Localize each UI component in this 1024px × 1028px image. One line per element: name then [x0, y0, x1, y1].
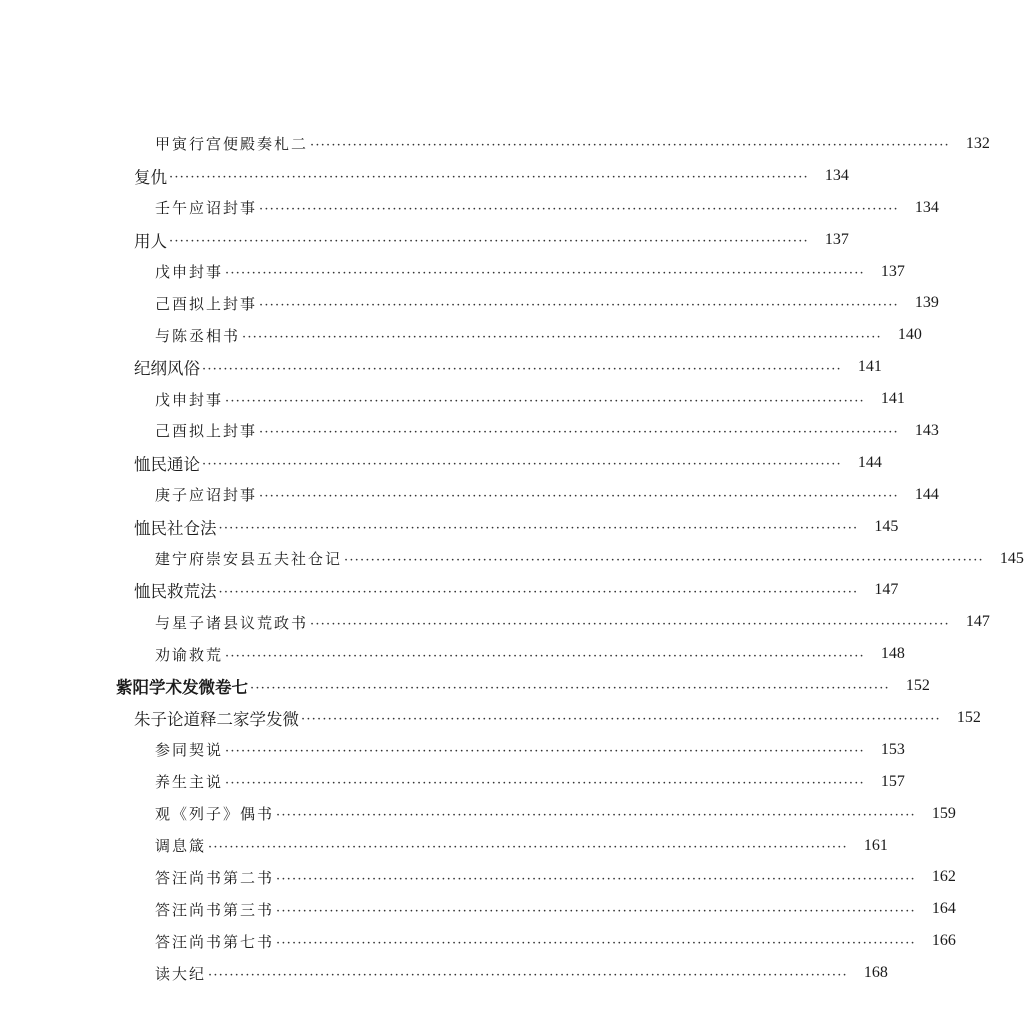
- toc-entry-title: 己酉拟上封事: [155, 422, 258, 441]
- toc-entry[interactable]: [0, 606, 990, 638]
- dot-leader: ························································································································: [301, 712, 941, 728]
- toc-entry-title: 劝谕救荒: [155, 645, 224, 664]
- toc-entry-page-number: 164: [931, 900, 956, 918]
- toc-entry[interactable]: [0, 766, 905, 798]
- toc-entry[interactable]: [0, 511, 899, 543]
- toc-entry-page-number: 134: [914, 198, 939, 216]
- dot-leader: ························································································································: [225, 776, 865, 792]
- toc-entry-page-number: 166: [931, 932, 956, 950]
- toc-entry[interactable]: [0, 287, 939, 319]
- toc-entry[interactable]: [0, 957, 888, 989]
- toc-entry-title: 甲寅行宫便殿奏札二: [155, 135, 309, 154]
- dot-leader: ························································································································: [202, 361, 842, 377]
- toc-entry[interactable]: [0, 830, 888, 862]
- dot-leader: ························································································································: [169, 234, 809, 250]
- toc-entry-page-number: 137: [880, 262, 905, 280]
- dot-leader: ························································································································: [169, 170, 809, 186]
- toc-entry[interactable]: [0, 192, 939, 224]
- dot-leader: ························································································································: [218, 584, 859, 600]
- toc-entry[interactable]: [0, 479, 939, 511]
- toc-entry[interactable]: [0, 893, 956, 925]
- toc-entry-title: 用人: [134, 231, 167, 251]
- dot-leader: ························································································································: [259, 425, 899, 441]
- dot-leader: ························································································································: [259, 202, 899, 218]
- toc-entry-title: 答汪尚书第三书: [155, 900, 275, 919]
- toc-entry-page-number: 144: [857, 453, 882, 471]
- toc-entry-title: 答汪尚书第七书: [155, 932, 275, 951]
- toc-entry[interactable]: [0, 925, 956, 957]
- toc-entry-title: 壬午应诏封事: [155, 199, 258, 218]
- toc-entry[interactable]: [0, 415, 939, 447]
- toc-entry-page-number: 147: [965, 613, 990, 631]
- toc-entry[interactable]: [0, 574, 899, 606]
- toc-entry[interactable]: [0, 734, 905, 766]
- toc-entry-title: 恤民社仓法: [134, 518, 217, 538]
- toc-entry-page-number: 141: [880, 390, 905, 408]
- dot-leader: ························································································································: [202, 457, 842, 473]
- toc-entry-page-number: 143: [914, 421, 939, 439]
- toc-entry-title: 调息箴: [155, 837, 207, 856]
- toc-entry[interactable]: [0, 128, 990, 160]
- toc-entry-title: 庚子应诏封事: [155, 486, 258, 505]
- toc-entry-page-number: 139: [914, 294, 939, 312]
- toc-entry-title: 与星子诸县议荒政书: [155, 613, 309, 632]
- table-of-contents: [0, 128, 1024, 989]
- toc-entry-page-number: 145: [999, 549, 1024, 567]
- toc-entry-page-number: 144: [914, 485, 939, 503]
- toc-entry-page-number: 153: [880, 740, 905, 758]
- toc-entry-page-number: 141: [857, 358, 882, 376]
- toc-entry-title: 与陈丞相书: [155, 326, 241, 345]
- toc-entry[interactable]: [0, 160, 849, 192]
- toc-entry[interactable]: [0, 702, 981, 734]
- dot-leader: ························································································································: [259, 297, 899, 313]
- dot-leader: ························································································································: [225, 393, 865, 409]
- toc-entry-page-number: 161: [863, 836, 888, 854]
- toc-entry[interactable]: [0, 861, 956, 893]
- dot-leader: ························································································································: [310, 616, 950, 632]
- toc-entry-title: 恤民通论: [134, 454, 200, 474]
- toc-entry-title: 紫阳学术发微卷七: [116, 678, 248, 698]
- dot-leader: ························································································································: [250, 680, 890, 696]
- toc-entry-page-number: 147: [874, 581, 899, 599]
- toc-entry-page-number: 132: [965, 134, 990, 152]
- toc-entry-title: 纪纲风俗: [134, 359, 200, 379]
- toc-entry-title: 参同契说: [155, 741, 224, 760]
- toc-entry-title: 观《列子》偶书: [155, 805, 275, 824]
- toc-entry-page-number: 152: [905, 677, 930, 695]
- dot-leader: ························································································································: [310, 138, 950, 154]
- toc-entry[interactable]: [0, 224, 849, 256]
- toc-entry-title: 养生主说: [155, 773, 224, 792]
- toc-entry[interactable]: [0, 670, 930, 702]
- toc-entry[interactable]: [0, 383, 905, 415]
- dot-leader: ························································································································: [276, 935, 916, 951]
- toc-entry-page-number: 157: [880, 772, 905, 790]
- dot-leader: ························································································································: [218, 521, 859, 537]
- toc-entry-page-number: 162: [931, 868, 956, 886]
- toc-entry-page-number: 134: [824, 166, 849, 184]
- toc-entry-page-number: 148: [880, 645, 905, 663]
- toc-entry-title: 朱子论道释二家学发微: [134, 709, 299, 729]
- toc-entry[interactable]: [0, 638, 905, 670]
- dot-leader: ························································································································: [276, 871, 916, 887]
- toc-entry-page-number: 152: [956, 708, 981, 726]
- dot-leader: ························································································································: [276, 808, 916, 824]
- toc-entry[interactable]: [0, 798, 956, 830]
- toc-entry-page-number: 159: [931, 804, 956, 822]
- dot-leader: ························································································································: [259, 489, 899, 505]
- toc-entry-page-number: 137: [824, 230, 849, 248]
- dot-leader: ························································································································: [208, 840, 848, 856]
- dot-leader: ························································································································: [225, 266, 865, 281]
- toc-entry-title: 己酉拟上封事: [155, 294, 258, 313]
- toc-entry[interactable]: [0, 319, 922, 351]
- toc-entry[interactable]: [0, 256, 905, 288]
- toc-entry-title: 复仇: [134, 167, 167, 187]
- toc-entry[interactable]: [0, 543, 1024, 575]
- toc-entry-title: 恤民救荒法: [134, 582, 217, 602]
- toc-entry[interactable]: [0, 447, 882, 479]
- dot-leader: ························································································································: [225, 744, 865, 760]
- toc-entry-page-number: 140: [897, 326, 922, 344]
- toc-entry-title: 答汪尚书第二书: [155, 868, 275, 887]
- toc-entry-page-number: 145: [874, 517, 899, 535]
- toc-entry-title: 戊申封事: [155, 263, 224, 281]
- dot-leader: ························································································································: [276, 903, 916, 919]
- dot-leader: ························································································································: [208, 967, 848, 983]
- dot-leader: ························································································································: [225, 648, 865, 664]
- toc-entry-title: 读大纪: [155, 964, 207, 983]
- dot-leader: ························································································································: [242, 329, 882, 345]
- toc-entry[interactable]: [0, 351, 882, 383]
- toc-entry-title: 建宁府崇安县五夫社仓记: [155, 550, 343, 569]
- dot-leader: ························································································································: [344, 553, 984, 569]
- toc-entry-page-number: 168: [863, 964, 888, 982]
- toc-entry-title: 戊申封事: [155, 390, 224, 409]
